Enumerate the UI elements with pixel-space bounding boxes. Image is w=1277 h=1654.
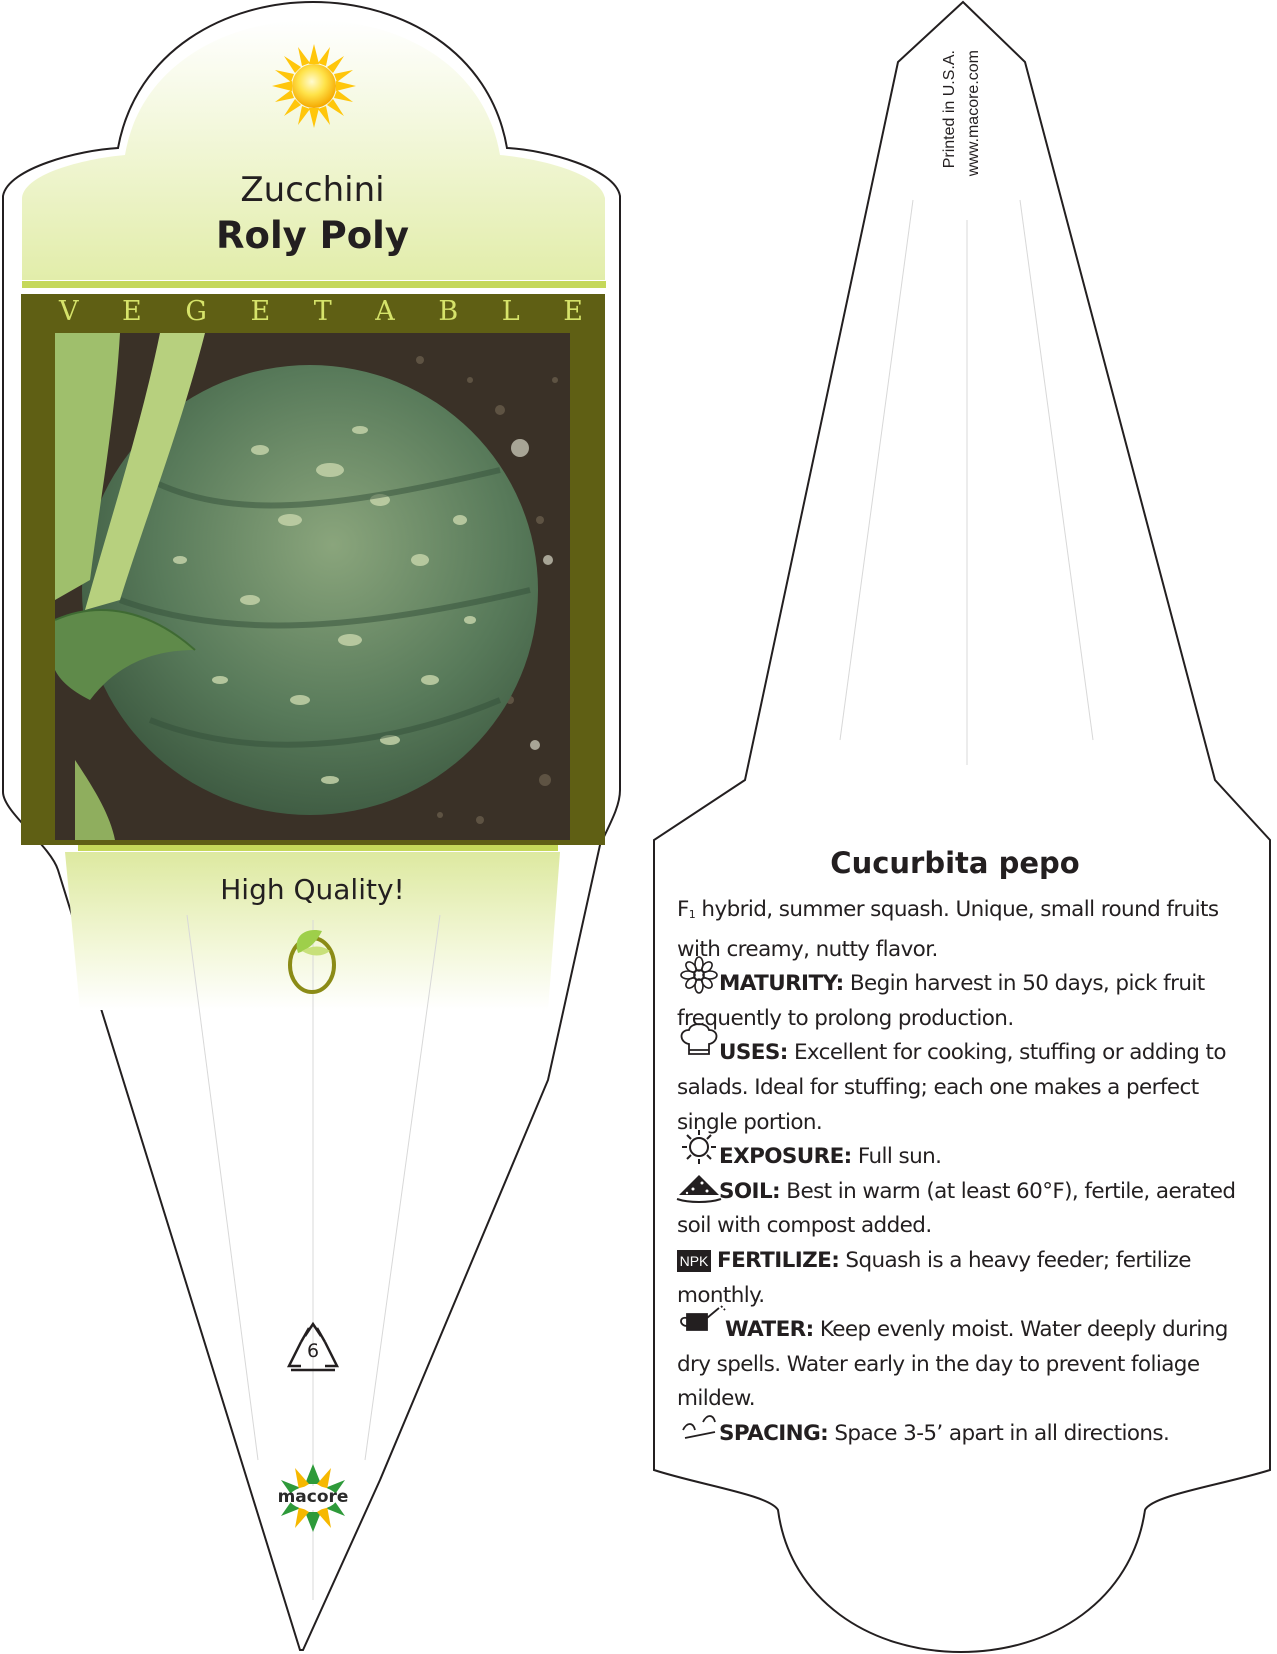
hybrid-prefix: F <box>677 897 689 922</box>
zucchini-photo <box>55 333 570 840</box>
maturity-text: Begin harvest in 50 days, pick fruit frequently to prolong production. <box>677 971 1205 1031</box>
category-letter: V <box>59 296 79 327</box>
exposure-label: EXPOSURE: <box>719 1144 852 1170</box>
category-letter: E <box>563 296 583 327</box>
spacing-label: SPACING: <box>719 1420 829 1446</box>
water-label: WATER: <box>725 1317 814 1343</box>
water-text: Keep evenly moist. Water deeply during dry spells. Water early in the day to prevent foliage mildew. <box>677 1317 1228 1412</box>
category-letter: L <box>501 296 520 327</box>
intro-text: hybrid, summer squash. Unique, small round fruits with creamy, nutty flavor. <box>677 897 1219 962</box>
sun-icon <box>272 44 356 128</box>
product-type-title: Zucchini <box>240 170 385 210</box>
exposure-paragraph <box>677 1140 1247 1175</box>
spacing-paragraph <box>677 1417 1247 1452</box>
uses-paragraph <box>677 1036 1247 1140</box>
intro-paragraph <box>677 893 1247 967</box>
soil-paragraph <box>677 1175 1247 1244</box>
category-label <box>21 296 605 330</box>
water-paragraph <box>677 1313 1247 1417</box>
header-stripe <box>22 281 606 288</box>
category-letter: E <box>122 296 142 327</box>
hybrid-subscript: 1 <box>688 908 696 921</box>
plant-care-info <box>677 893 1247 1452</box>
spacing-text: Space 3-5’ apart in all directions. <box>828 1420 1170 1446</box>
fertilize-label: FERTILIZE: <box>717 1247 840 1273</box>
tagline: High Quality! <box>220 873 405 906</box>
npk-icon: NPK <box>677 1250 711 1272</box>
maturity-paragraph <box>677 967 1247 1036</box>
category-letter: E <box>250 296 271 327</box>
exposure-text: Full sun. <box>851 1144 942 1170</box>
fertilize-text: Squash is a heavy feeder; fertilize monthly. <box>677 1247 1191 1308</box>
soil-text: Best in warm (at least 60°F), fertile, aerated soil with compost added. <box>677 1178 1236 1239</box>
category-letter: A <box>375 296 395 327</box>
brand-name: macore <box>277 1487 349 1507</box>
category-letter: B <box>438 296 459 327</box>
printed-info <box>938 50 998 210</box>
website: www.macore.com <box>965 50 982 177</box>
soil-label: SOIL: <box>719 1178 781 1204</box>
recycle-number: 6 <box>306 1340 320 1362</box>
botanical-name: Cucurbita pepo <box>830 846 1080 880</box>
maturity-label: MATURITY: <box>719 971 844 997</box>
uses-text: Excellent for cooking, stuffing or adding to salads. Ideal for stuffing; each one makes a perfect single portion. <box>677 1040 1226 1135</box>
fertilize-paragraph <box>677 1244 1247 1313</box>
printed-in: Printed in U.S.A. <box>941 50 958 169</box>
uses-label: USES: <box>719 1040 788 1066</box>
category-letter: T <box>313 296 332 327</box>
lower-stripe <box>78 845 558 851</box>
category-letter: G <box>185 296 207 327</box>
variety-name: Roly Poly <box>216 214 409 257</box>
